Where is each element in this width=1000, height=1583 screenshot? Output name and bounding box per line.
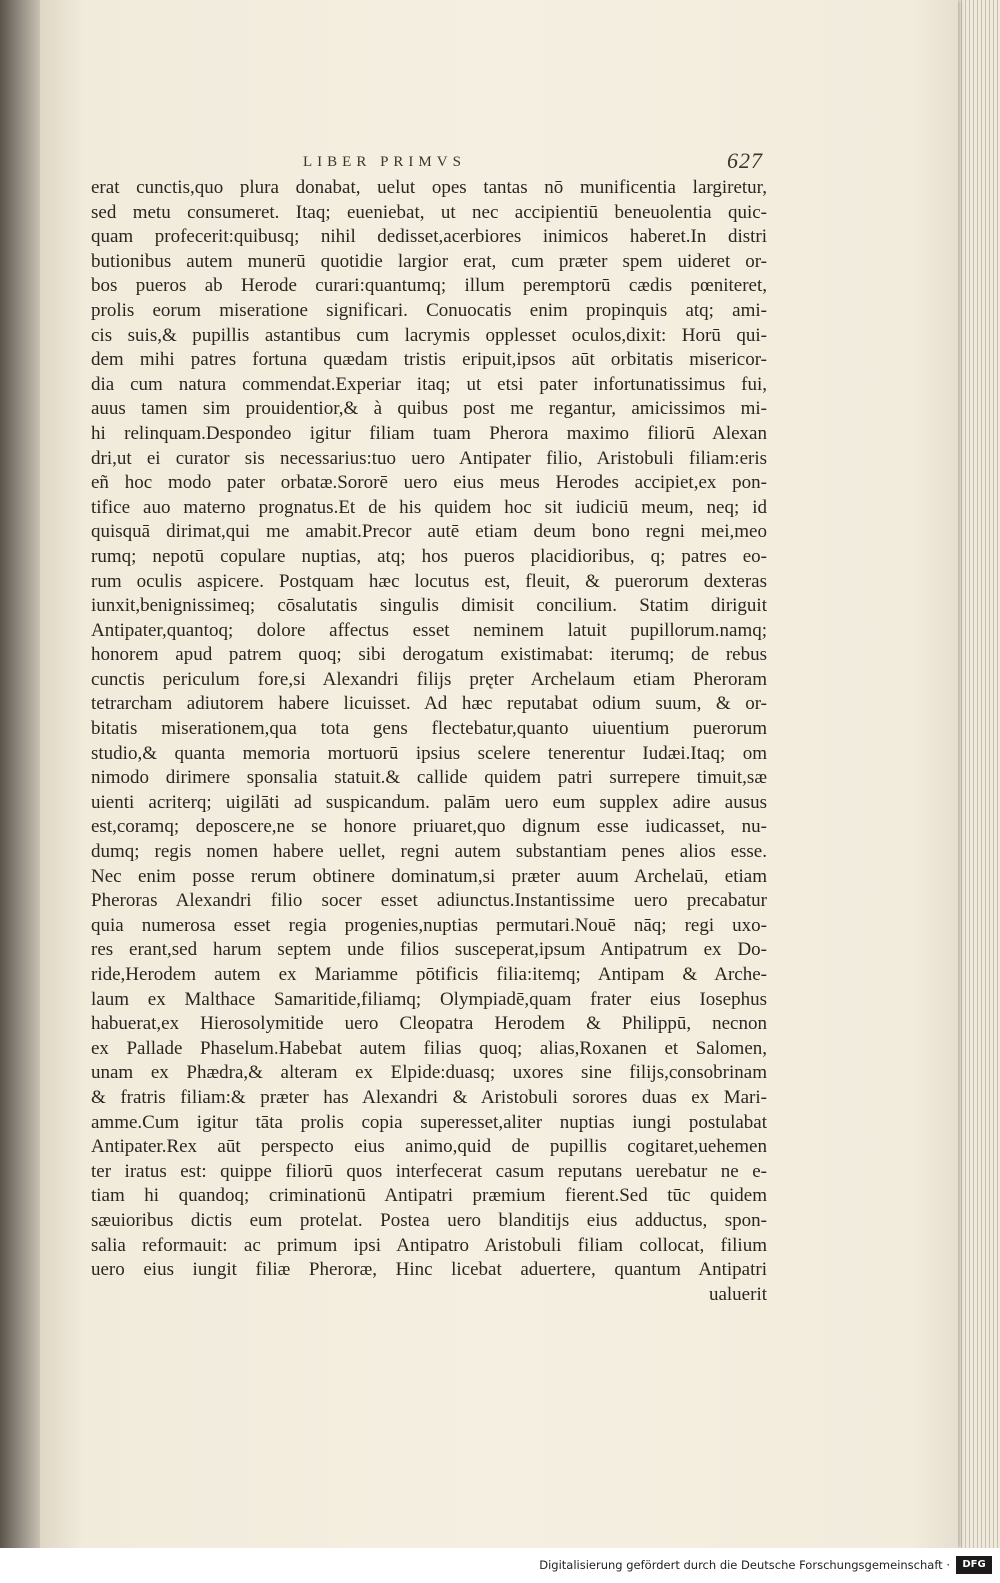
text-line: sæuioribus dictis eum protelat. Postea uero blanditijs eius adductus, spon-: [91, 1209, 767, 1231]
dfg-logo: DFG: [956, 1556, 992, 1574]
text-line: salia reformauit: ac primum ipsi Antipatro Aristobuli filiam collocat, filium: [91, 1234, 767, 1256]
text-line: rum oculis aspicere. Postquam hæc locutus est, fleuit, & puerorum dexteras: [91, 570, 767, 592]
text-line: rumq; nepotū copulare nuptias, atq; hos pueros placidioribus, q; patres eo-: [91, 545, 767, 567]
text-line: tifice auo materno prognatus.Et de his quidem hoc sit iudiciū meum, neq; id: [91, 496, 767, 518]
text-line: hi relinquam.Despondeo igitur filiam tuam Pherora maximo filiorū Alexan: [91, 422, 767, 444]
book-page: [28, 0, 958, 1548]
text-line: erat cunctis,quo plura donabat, uelut opes tantas nō munificentia largiretur,: [91, 177, 767, 198]
running-title: LIBER PRIMVS: [303, 154, 466, 170]
text-line: uienti acriterq; uigilāti ad suspicandum. palām uero eum supplex adire ausus: [91, 791, 767, 813]
text-line: est,coramq; deposcere,ne se honore priuaret,quo dignum esse iudicasset, nu-: [91, 816, 767, 838]
footer-bar: [0, 1548, 1000, 1583]
book-gutter: [0, 0, 40, 1548]
text-line: quia numerosa esset regia progenies,nuptias permutari.Nouē nāq; regi uxo-: [91, 914, 767, 936]
text-line: dri,ut ei curator sis necessarius:tuo uero Antipater filio, Aristobuli filiam:eris: [91, 447, 767, 469]
text-line: dem mihi patres fortuna quædam tristis eripuit,ipsos aūt orbitatis misericor-: [91, 349, 767, 371]
text-line: studio,& quanta memoria mortuorū ipsius scelere tenerentur Iudæi.Itaq; om: [91, 742, 767, 764]
text-line: bos pueros ab Herode curari:quantumq; illum peremptorū cædis pœniteret,: [91, 275, 767, 297]
text-line: butionibus autem munerū quotidie largior erat, cum præter spem uideret or-: [91, 250, 767, 272]
text-line: honorem apud patrem quoq; sibi derogatum existimabat: iterumq; de rebus: [91, 644, 767, 666]
running-head: [303, 150, 763, 176]
text-line: nimodo dirimere sponsalia statuit.& callide quidem patri surrepere timuit,sæ: [91, 767, 767, 789]
text-line: laum ex Malthace Samaritide,filiamq; Olympiadē,quam frater eius Iosephus: [91, 988, 767, 1010]
text-line: ex Pallade Phaselum.Habebat autem filias quoq; alias,Roxanen et Salomen,: [91, 1037, 767, 1059]
text-line: quisquā dirimat,qui me amabit.Precor autē etiam deum bono regni mei,meo: [91, 521, 767, 543]
text-line: & fratris filiam:& præter has Alexandri & Aristobuli sorores duas ex Mari-: [91, 1086, 767, 1108]
text-line: cunctis periculum fore,si Alexandri filijs pręter Archelaum etiam Pheroram: [91, 668, 767, 690]
text-line: iunxit,benignissimeq; cōsalutatis singulis dimisit concilium. Statim diriguit: [91, 595, 767, 617]
body-text: [91, 176, 767, 1307]
text-line: res erant,sed harum septem unde filios susceperat,ipsum Antipatrum ex Do-: [91, 939, 767, 961]
text-line: dumq; regis nomen habere uellet, regni autem substantiam penes alios esse.: [91, 841, 767, 863]
text-line: Pheroras Alexandri filio socer esset adiunctus.Instantissime uero precabatur: [91, 890, 767, 912]
page-number: 627: [727, 148, 763, 173]
text-line: prolis eorum miseratione significari. Conuocatis enim propinquis atq; ami-: [91, 299, 767, 321]
text-line: unam ex Phædra,& alteram ex Elpide:duasq; uxores sine filijs,consobrinam: [91, 1062, 767, 1084]
text-line: amme.Cum igitur tāta prolis copia superesset,aliter nuptias iungi postulabat: [91, 1111, 767, 1133]
text-line: ualuerit: [708, 1283, 767, 1305]
text-line: ter iratus est: quippe filiorū quos interfecerat casum reputans uerebatur ne e-: [91, 1160, 767, 1182]
text-line: auus tamen sim prouidentior,& à quibus post me regantur, amicissimos mi-: [91, 398, 767, 420]
text-line: cis suis,& pupillis astantibus cum lacrymis opplesset oculos,dixit: Horū qui-: [91, 324, 767, 346]
text-line: bitatis miserationem,qua tota gens flectebatur,quanto uiuentium puerorum: [91, 718, 767, 740]
text-line: tiam hi quandoq; criminationū Antipatri præmium fierent.Sed tūc quidem: [91, 1185, 767, 1207]
text-line: quam profecerit:quibusq; nihil dedisset,acerbiores inimicos haberet.In distri: [91, 226, 767, 248]
text-line: Antipater,quantoq; dolore affectus esset neminem latuit pupillorum.namq;: [91, 619, 767, 641]
footer-credit: Digitalisierung gefördert durch die Deutsche Forschungsgemeinschaft ·: [539, 1558, 950, 1572]
text-line: eñ hoc modo pater orbatæ.Sororē uero eius meus Herodes accipiet,ex pon-: [91, 472, 767, 494]
text-line: Nec enim posse rerum obtinere dominatum,si præter auum Archelaū, etiam: [91, 865, 767, 887]
text-line: dia cum natura commendat.Experiar itaq; ut etsi pater infortunatissimus fui,: [91, 373, 767, 395]
text-line: habuerat,ex Hierosolymitide uero Cleopatra Herodem & Philippū, necnon: [91, 1013, 767, 1035]
text-line: ride,Herodem autem ex Mariamme pōtificis filia:itemq; Antipam & Arche-: [91, 964, 767, 985]
text-line: uero eius iungit filiæ Pheroræ, Hinc licebat aduertere, quantum Antipatri: [91, 1259, 767, 1281]
text-line: Antipater.Rex aūt perspecto eius animo,quid de pupillis cogitaret,uehemen: [91, 1136, 767, 1158]
text-line: tetrarcham adiutorem habere licuisset. Ad hæc reputabat odium suum, & or-: [91, 693, 767, 715]
text-line: sed metu consumeret. Itaq; eueniebat, ut nec accipientiū beneuolentia quic-: [91, 201, 767, 223]
